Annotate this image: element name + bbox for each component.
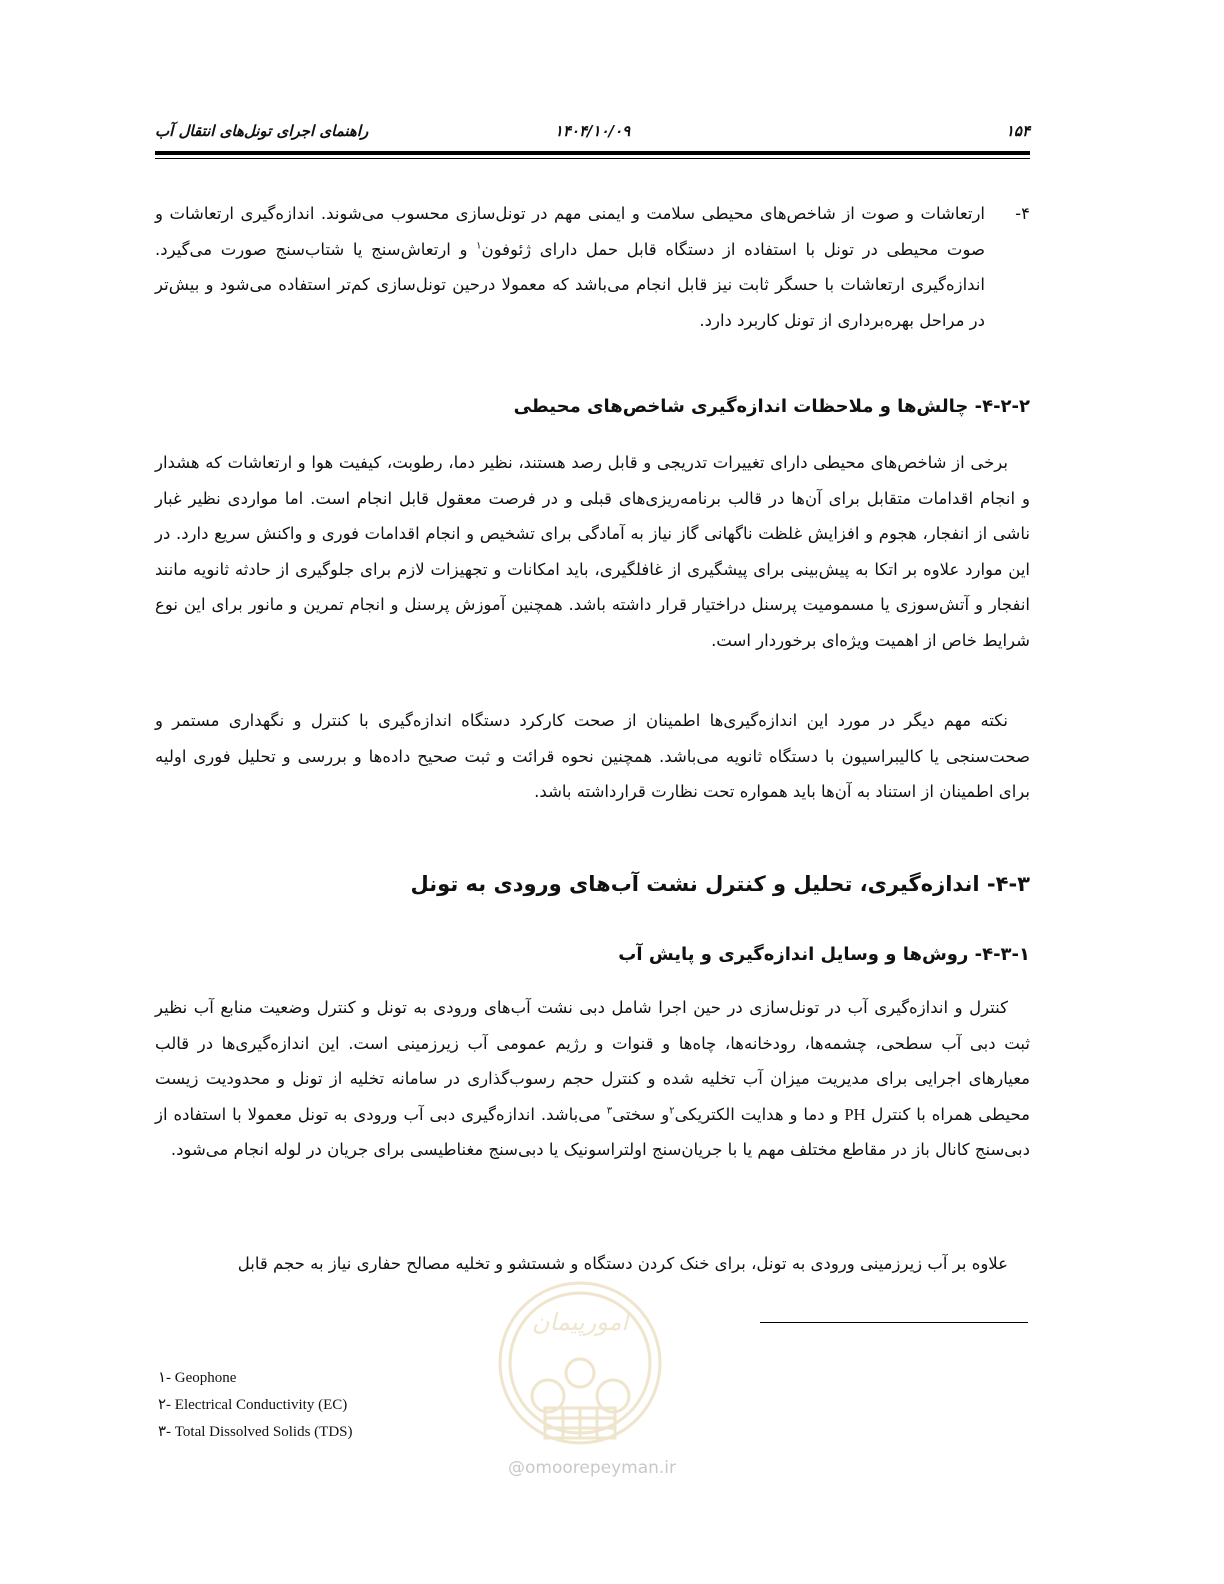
paragraph: برخی از شاخص‌های محیطی دارای تغییرات تدریجی و قابل رصد هستند، نظیر دما، رطوبت، کیفیت هوا و ارتعاشات که هشدار و انجام اقدامات متقابل برای آن‌ها در قالب برنامه‌ریزی‌های قبلی و در فرصت معقول قابل انجام است. اما مواردی نظیر غبار ناشی از انفجار، هجوم و افزایش غلظت ناگهانی گاز نیاز به آمادگی برای تشخیص و انجام اقدامات فوری و واکنش سریع دارد. در این موارد علاوه بر اتکا به پیش‌بینی برای پیشگیری از غافلگیری، باید امکانات و تجهیزات لازم برای جلوگیری از حادثه ثانویه مانند انفجار و آتش‌سوزی یا مسمومیت پرسنل دراختیار قرار داشته باشد. همچنین آموزش پرسنل و انجام تمرین و مانور برای این نوع شرایط خاص از اهمیت ویژه‌ای برخوردار است. xyxy=(155,453,1030,650)
footnote-2: ۲- Electrical Conductivity (EC) xyxy=(158,1397,348,1413)
list-item-4 xyxy=(155,196,1030,338)
paragraph xyxy=(155,990,1030,1168)
list-item-number: ۴- xyxy=(1015,204,1030,223)
footnote-ref-2[interactable]: ۲ xyxy=(669,1105,675,1117)
page-number: ۱۵۴ xyxy=(1005,122,1030,140)
text-run: و سختی xyxy=(612,1104,670,1124)
footnote-1: ۱- Geophone xyxy=(158,1370,237,1386)
text-run-ph: PH xyxy=(844,1104,866,1124)
section-heading-4-3: ۴-۳- اندازه‌گیری، تحلیل و کنترل نشت آب‌های ورودی به تونل xyxy=(410,872,1030,896)
section-heading-4-3-1: ۴-۳-۱- روش‌ها و وسایل اندازه‌گیری و پایش آب xyxy=(618,944,1030,965)
footnote-ref-3[interactable]: ۳ xyxy=(606,1105,613,1117)
section-heading-4-2-2: ۴-۲-۲- چالش‌ها و ملاحظات اندازه‌گیری شاخص‌های محیطی xyxy=(513,396,1030,417)
list-item-text xyxy=(155,196,985,338)
watermark-seal-icon xyxy=(493,1268,668,1458)
header-rule-thick xyxy=(155,151,1030,155)
footnotes xyxy=(158,1368,353,1449)
header-rule-thin xyxy=(155,158,1030,159)
paragraph: نکته مهم دیگر در مورد این اندازه‌گیری‌ها اطمینان از صحت کارکرد دستگاه اندازه‌گیری با کنترل و نگهداری مستمر و صحت‌سنجی یا کالیبراسیون با دستگاه ثانویه می‌باشد. همچنین نحوه قرائت و ثبت صحیح داده‌ها و بررسی و تحلیل فوری اولیه برای اطمینان از استناد به آن‌ها باید همواره تحت نظارت قرارداشته باشد. xyxy=(155,711,1030,802)
paragraph: علاوه بر آب زیرزمینی ورودی به تونل، برای خنک کردن دستگاه و شستشو و تخلیه مصالح حفاری نیاز به حجم قابل xyxy=(237,1254,1008,1273)
watermark-seal-text: امورپیمان xyxy=(531,1308,629,1336)
text-run: می‌باشد. اندازه‌گیری دبی آب ورودی به تونل معمولا با استفاده از دبی‌سنج کانال باز در مقاطع مختلف مهم یا با جریان‌سنج اولتراسونیک یا دبی‌سنج مغناطیسی برای جریان در لوله انجام می‌شود. xyxy=(155,1104,1030,1160)
footnote-ref-1[interactable]: ۱ xyxy=(476,240,482,252)
text-run: و دما و هدایت الکتریکی xyxy=(674,1104,845,1124)
footnote-3: ۳- Total Dissolved Solids (TDS) xyxy=(158,1424,353,1440)
text-run: و ارتعاش‌سنج یا شتاب‌سنج صورت می‌گیرد. اندازه‌گیری ارتعاشات با حسگر ثابت نیز قابل انجام می‌باشد که معمولا درحین تونل‌سازی کم‌تر استفاده می‌شود و بیش‌تر در مراحل بهره‌برداری از تونل کاربرد دارد. xyxy=(155,239,985,330)
text-run: کنترل و اندازه‌گیری آب در تونل‌سازی در حین اجرا شامل دبی نشت آب‌های ورودی به تونل و کنترل وضعیت منابع آب نظیر ثبت دبی آب سطحی، چشمه‌ها، رودخانه‌ها، چاه‌ها و قنوات و رژیم عمومی آب زیرزمینی است. این اندازه‌گیری‌ها در قالب معیارهای اجرایی برای مدیریت میزان آب تخلیه شده و کنترل حجم رسوب‌گذاری در سامانه تخلیه از تونل و محدودیت زیست محیطی همراه با کنترل xyxy=(155,998,1030,1124)
footnote-separator xyxy=(760,1322,1028,1323)
watermark-url: @omoorepeyman.ir xyxy=(508,1458,677,1478)
page-header xyxy=(155,118,1030,148)
text-run: ارتعاشات و صوت از شاخص‌های محیطی سلامت و ایمنی مهم در تونل‌سازی محسوب می‌شوند. اندازه‌گیری ارتعاشات و صوت محیطی در تونل با استفاده از دستگاه قابل حمل دارای ژئوفون xyxy=(155,204,986,259)
header-date: ۱۴۰۴/۱۰/۰۹ xyxy=(554,122,631,140)
running-title: راهنمای اجرای تونل‌های انتقال آب xyxy=(155,122,369,140)
